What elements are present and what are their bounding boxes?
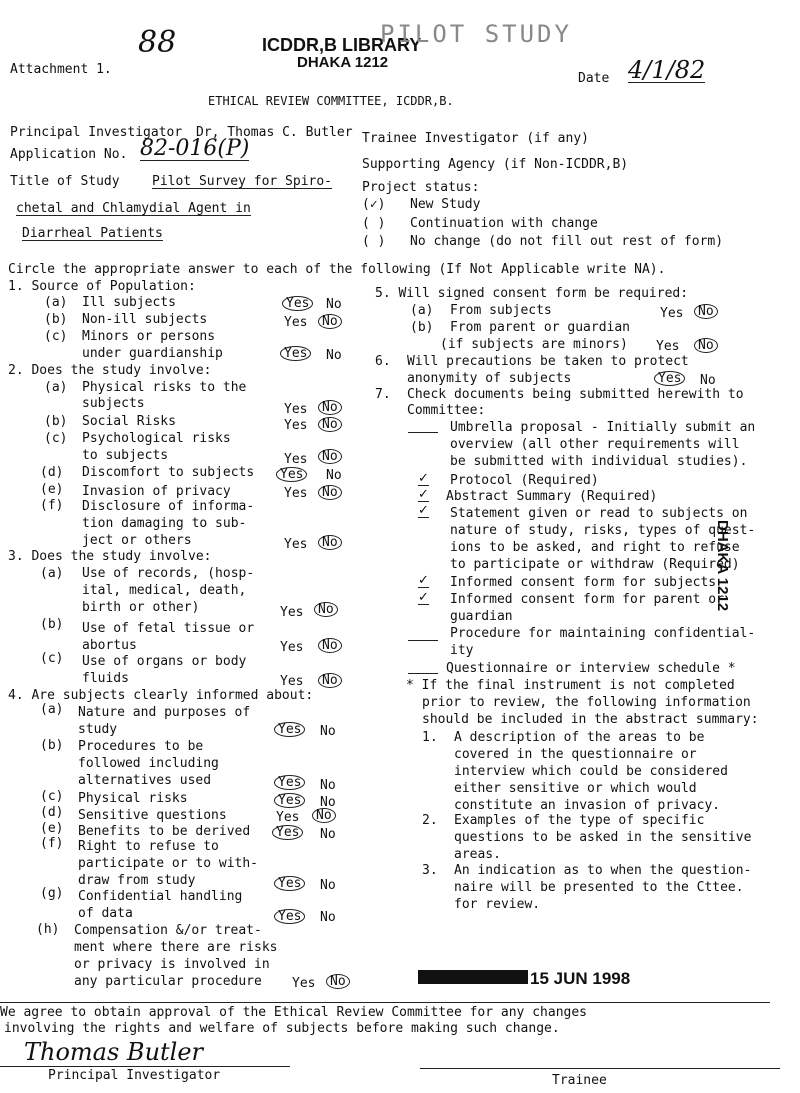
q4b-text-1: Procedures to be bbox=[78, 739, 204, 754]
q4b-text-3: alternatives used bbox=[78, 773, 212, 788]
library-stamp: ICDDR,B LIBRARY bbox=[262, 35, 422, 55]
q2-heading: 2. Does the study involve: bbox=[8, 363, 212, 378]
q4h-text-2: ment where there are risks bbox=[74, 940, 278, 955]
item-1-line-5: constitute an invasion of privacy. bbox=[454, 798, 721, 813]
q2c-yes[interactable]: Yes bbox=[284, 452, 308, 467]
agreement-line-2: involving the rights and welfare of subjects before making such change. bbox=[4, 1021, 560, 1036]
title-label: Title of Study bbox=[10, 174, 120, 189]
q6-text-2: anonymity of subjects bbox=[407, 371, 572, 386]
handwritten-number: 88 bbox=[138, 25, 177, 60]
q2f-yes[interactable]: Yes bbox=[284, 537, 308, 552]
pi-label: Principal Investigator bbox=[10, 125, 183, 140]
q1-heading: 1. Source of Population: bbox=[8, 279, 196, 294]
q3c-text-1: Use of organs or body bbox=[82, 654, 247, 669]
q4e-no[interactable]: No bbox=[320, 827, 336, 842]
q2b-no[interactable]: No bbox=[318, 417, 342, 432]
doc-check-protocol[interactable]: ✓ bbox=[418, 471, 429, 486]
q2c-letter: (c) bbox=[44, 431, 68, 446]
q4h-text-1: Compensation &/or treat- bbox=[74, 923, 262, 938]
q6-text-1: Will precautions be taken to protect bbox=[407, 354, 689, 369]
date-label: Date bbox=[578, 71, 610, 86]
q4a-text-1: Nature and purposes of bbox=[78, 705, 251, 720]
q2f-letter: (f) bbox=[40, 498, 64, 513]
q6-number: 6. bbox=[375, 354, 391, 369]
q4d-letter: (d) bbox=[40, 805, 64, 820]
q3c-text-2: fluids bbox=[82, 671, 129, 686]
q3a-text-1: Use of records, (hosp- bbox=[82, 566, 255, 581]
q4f-text-2: participate or to with- bbox=[78, 856, 259, 871]
q2d-yes[interactable]: Yes bbox=[276, 467, 307, 482]
status-new-study: New Study bbox=[410, 197, 481, 212]
q2f-text-2: tion damaging to sub- bbox=[82, 516, 247, 531]
q1c-text-1: Minors or persons bbox=[82, 329, 216, 344]
trainee-signature-line bbox=[420, 1068, 780, 1069]
doc-statement-1: Statement given or read to subjects on bbox=[450, 506, 748, 521]
q4-heading: 4. Are subjects clearly informed about: bbox=[8, 688, 314, 703]
q7-text-2: Committee: bbox=[407, 403, 486, 418]
q4a-yes[interactable]: Yes bbox=[274, 722, 305, 737]
status-continuation: Continuation with change bbox=[410, 216, 598, 231]
doc-blank-questionnaire[interactable] bbox=[408, 673, 438, 674]
doc-check-abstract[interactable]: ✓ bbox=[418, 487, 429, 502]
doc-statement-4: to participate or withdraw (Required) bbox=[450, 557, 740, 572]
q1c-yes[interactable]: Yes bbox=[280, 346, 311, 361]
q5a-yes[interactable]: Yes bbox=[660, 306, 684, 321]
q4h-yes[interactable]: Yes bbox=[292, 976, 316, 991]
trainee-caption: Trainee bbox=[552, 1073, 607, 1088]
q1c-letter: (c) bbox=[44, 329, 68, 344]
q2c-text-1: Psychological risks bbox=[82, 431, 231, 446]
q4g-letter: (g) bbox=[40, 886, 64, 901]
q4a-text-2: study bbox=[78, 722, 118, 737]
item-2-number: 2. bbox=[422, 813, 438, 828]
q4b-yes[interactable]: Yes bbox=[274, 775, 305, 790]
q2e-yes[interactable]: Yes bbox=[284, 486, 308, 501]
q4d-no[interactable]: No bbox=[312, 808, 336, 823]
pilot-study-stamp: PILOT STUDY bbox=[380, 20, 572, 48]
doc-consent-subjects: Informed consent form for subjects bbox=[450, 575, 717, 590]
q2f-text-3: ject or others bbox=[82, 533, 192, 548]
title-line-1: Pilot Survey for Spiro- bbox=[152, 174, 333, 189]
date-value: 4/1/82 bbox=[628, 56, 706, 84]
item-3-line-2: naire will be presented to the Cttee. bbox=[454, 880, 744, 895]
q3a-text-2: ital, medical, death, bbox=[82, 583, 247, 598]
q2a-yes[interactable]: Yes bbox=[284, 402, 308, 417]
q5b-text-1: From parent or guardian bbox=[450, 320, 631, 335]
q2a-text-1: Physical risks to the bbox=[82, 380, 247, 395]
status-no-change: No change (do not fill out rest of form) bbox=[410, 234, 724, 249]
item-1-line-3: interview which could be considered bbox=[454, 764, 728, 779]
q3a-no[interactable]: No bbox=[314, 602, 338, 617]
q2b-text: Social Risks bbox=[82, 414, 176, 429]
q4h-letter: (h) bbox=[36, 922, 60, 937]
q1a-no[interactable]: No bbox=[326, 297, 342, 312]
q4c-yes[interactable]: Yes bbox=[274, 793, 305, 808]
attachment-label: Attachment 1. bbox=[10, 62, 112, 77]
note-line-2: prior to review, the following information bbox=[422, 695, 751, 710]
q6-yes[interactable]: Yes bbox=[654, 371, 685, 386]
q5b-yes[interactable]: Yes bbox=[656, 339, 680, 354]
footer-rule-top bbox=[0, 1002, 770, 1003]
q3b-text-2: abortus bbox=[82, 638, 137, 653]
supporting-agency-label: Supporting Agency (if Non-ICDDR,B) bbox=[362, 157, 629, 172]
note-line-3: should be included in the abstract summary: bbox=[422, 712, 759, 727]
q4g-text-2: of data bbox=[78, 906, 133, 921]
q4g-text-1: Confidential handling bbox=[78, 889, 243, 904]
q4f-letter: (f) bbox=[40, 836, 64, 851]
item-3-number: 3. bbox=[422, 863, 438, 878]
q4e-text: Benefits to be derived bbox=[78, 824, 251, 839]
doc-statement-3: ions to be asked, and right to refuse bbox=[450, 540, 740, 555]
q4f-text-1: Right to refuse to bbox=[78, 839, 219, 854]
doc-check-consent-subjects[interactable]: ✓ bbox=[418, 573, 429, 588]
q1a-text: Ill subjects bbox=[82, 295, 176, 310]
q1c-no[interactable]: No bbox=[326, 348, 342, 363]
title-line-3: Diarrheal Patients bbox=[22, 226, 163, 241]
doc-blank-umbrella[interactable] bbox=[408, 432, 438, 433]
title-line-2: chetal and Chlamydial Agent in bbox=[16, 201, 251, 216]
q4d-text: Sensitive questions bbox=[78, 808, 227, 823]
q1b-yes[interactable]: Yes bbox=[284, 315, 308, 330]
received-date-stamp: 15 JUN 1998 bbox=[530, 969, 631, 988]
application-label: Application No. bbox=[10, 147, 128, 162]
application-value: 82-016(P) bbox=[140, 136, 250, 161]
item-2-line-1: Examples of the type of specific bbox=[454, 813, 705, 828]
side-stamp: DHAKA 1212 bbox=[714, 520, 731, 612]
q5b-letter: (b) bbox=[410, 320, 434, 335]
q3b-letter: (b) bbox=[40, 617, 64, 632]
doc-abstract: Abstract Summary (Required) bbox=[446, 489, 658, 504]
q4a-no[interactable]: No bbox=[320, 724, 336, 739]
q3a-yes[interactable]: Yes bbox=[280, 605, 304, 620]
q4f-no[interactable]: No bbox=[320, 878, 336, 893]
q3a-text-3: birth or other) bbox=[82, 600, 200, 615]
q4h-text-3: or privacy is involved in bbox=[74, 957, 270, 972]
q3c-letter: (c) bbox=[40, 651, 64, 666]
q2a-no[interactable]: No bbox=[318, 400, 342, 415]
q5a-text: From subjects bbox=[450, 303, 552, 318]
item-2-line-2: questions to be asked in the sensitive bbox=[454, 830, 752, 845]
doc-umbrella-2: overview (all other requirements will bbox=[450, 437, 740, 452]
doc-consent-parent-1: Informed consent form for parent or bbox=[450, 592, 724, 607]
q4c-letter: (c) bbox=[40, 789, 64, 804]
q4a-letter: (a) bbox=[40, 702, 64, 717]
q4h-no[interactable]: No bbox=[326, 974, 350, 989]
q7-number: 7. bbox=[375, 387, 391, 402]
pi-caption: Principal Investigator bbox=[48, 1068, 221, 1083]
doc-questionnaire: Questionnaire or interview schedule * bbox=[446, 661, 736, 676]
doc-check-consent-parent[interactable]: ✓ bbox=[418, 590, 429, 605]
q3c-no[interactable]: No bbox=[318, 673, 342, 688]
q2e-text: Invasion of privacy bbox=[82, 484, 231, 499]
item-3-line-3: for review. bbox=[454, 897, 541, 912]
doc-protocol: Protocol (Required) bbox=[450, 473, 599, 488]
q3b-yes[interactable]: Yes bbox=[280, 640, 304, 655]
q2f-text-1: Disclosure of informa- bbox=[82, 499, 255, 514]
pi-value: Dr, Thomas C. Butler bbox=[196, 125, 353, 140]
q4f-text-3: draw from study bbox=[78, 873, 196, 888]
item-1-line-4: either sensitive or which would bbox=[454, 781, 697, 796]
q2d-letter: (d) bbox=[40, 465, 64, 480]
doc-statement-2: nature of study, risks, types of quest- bbox=[450, 523, 756, 538]
q4b-no[interactable]: No bbox=[320, 778, 336, 793]
item-1-line-2: covered in the questionnaire or bbox=[454, 747, 697, 762]
q1b-letter: (b) bbox=[44, 312, 68, 327]
library-city: DHAKA 1212 bbox=[297, 54, 389, 71]
q1c-text-2: under guardianship bbox=[82, 346, 223, 361]
q2a-text-2: subjects bbox=[82, 396, 145, 411]
q4b-letter: (b) bbox=[40, 738, 64, 753]
doc-umbrella-1: Umbrella proposal - Initially submit an bbox=[450, 420, 756, 435]
q7-text-1: Check documents being submitted herewith to bbox=[407, 387, 744, 402]
item-3-line-1: An indication as to when the question- bbox=[454, 863, 752, 878]
q2b-letter: (b) bbox=[44, 414, 68, 429]
project-status-label: Project status: bbox=[362, 180, 480, 195]
q1b-text: Non-ill subjects bbox=[82, 312, 208, 327]
q4c-text: Physical risks bbox=[78, 791, 188, 806]
q2d-no[interactable]: No bbox=[326, 468, 342, 483]
q4e-letter: (e) bbox=[40, 821, 64, 836]
item-1-number: 1. bbox=[422, 730, 438, 745]
doc-umbrella-3: be submitted with individual studies). bbox=[450, 454, 748, 469]
q2e-no[interactable]: No bbox=[318, 485, 342, 500]
q4g-yes[interactable]: Yes bbox=[274, 909, 305, 924]
q2b-yes[interactable]: Yes bbox=[284, 418, 308, 433]
doc-consent-parent-2: guardian bbox=[450, 609, 513, 624]
q2a-letter: (a) bbox=[44, 380, 68, 395]
doc-confidentiality-2: ity bbox=[450, 643, 474, 658]
q4f-yes[interactable]: Yes bbox=[274, 876, 305, 891]
pi-signature-line bbox=[0, 1066, 290, 1067]
committee-title: ETHICAL REVIEW COMMITTEE, ICDDR,B. bbox=[208, 94, 454, 108]
status-mark-new: (✓) bbox=[362, 197, 386, 212]
q5b-text-2: (if subjects are minors) bbox=[440, 337, 628, 352]
doc-blank-confidentiality[interactable] bbox=[408, 640, 438, 641]
note-line-1: * If the final instrument is not completed bbox=[406, 678, 735, 693]
q2f-no[interactable]: No bbox=[318, 535, 342, 550]
q4h-text-4: any particular procedure bbox=[74, 974, 262, 989]
instruction: Circle the appropriate answer to each of the following (If Not Applicable write NA). bbox=[8, 262, 666, 277]
doc-check-statement[interactable]: ✓ bbox=[418, 503, 429, 518]
q2c-no[interactable]: No bbox=[318, 449, 342, 464]
redaction-bar bbox=[418, 970, 528, 984]
q2d-text: Discomfort to subjects bbox=[82, 465, 255, 480]
q5a-no[interactable]: No bbox=[694, 304, 718, 319]
q1a-yes[interactable]: Yes bbox=[282, 296, 313, 311]
q5a-letter: (a) bbox=[410, 303, 434, 318]
q6-no[interactable]: No bbox=[700, 373, 716, 388]
item-2-line-3: areas. bbox=[454, 847, 501, 862]
q5b-no[interactable]: No bbox=[694, 338, 718, 353]
q4b-text-2: followed including bbox=[78, 756, 219, 771]
item-1-line-1: A description of the areas to be bbox=[454, 730, 705, 745]
q3b-no[interactable]: No bbox=[318, 638, 342, 653]
q4d-yes[interactable]: Yes bbox=[276, 810, 300, 825]
status-mark-no-change: ( ) bbox=[362, 234, 386, 249]
pi-signature: Thomas Butler bbox=[24, 1038, 204, 1066]
q2c-text-2: to subjects bbox=[82, 448, 169, 463]
q3c-yes[interactable]: Yes bbox=[280, 674, 304, 689]
q3-heading: 3. Does the study involve: bbox=[8, 549, 212, 564]
status-mark-continuation: ( ) bbox=[362, 216, 386, 231]
q5-heading: 5. Will signed consent form be required: bbox=[375, 286, 689, 301]
trainee-label: Trainee Investigator (if any) bbox=[362, 131, 589, 146]
q1b-no[interactable]: No bbox=[318, 314, 342, 329]
q3b-text-1: Use of fetal tissue or bbox=[82, 621, 255, 636]
q4c-no[interactable]: No bbox=[320, 795, 336, 810]
q2e-letter: (e) bbox=[40, 482, 64, 497]
q1a-letter: (a) bbox=[44, 295, 68, 310]
q4e-yes[interactable]: Yes bbox=[272, 825, 303, 840]
q3a-letter: (a) bbox=[40, 566, 64, 581]
q4g-no[interactable]: No bbox=[320, 910, 336, 925]
agreement-line-1: We agree to obtain approval of the Ethical Review Committee for any changes bbox=[0, 1005, 587, 1020]
doc-confidentiality-1: Procedure for maintaining confidential- bbox=[450, 626, 756, 641]
